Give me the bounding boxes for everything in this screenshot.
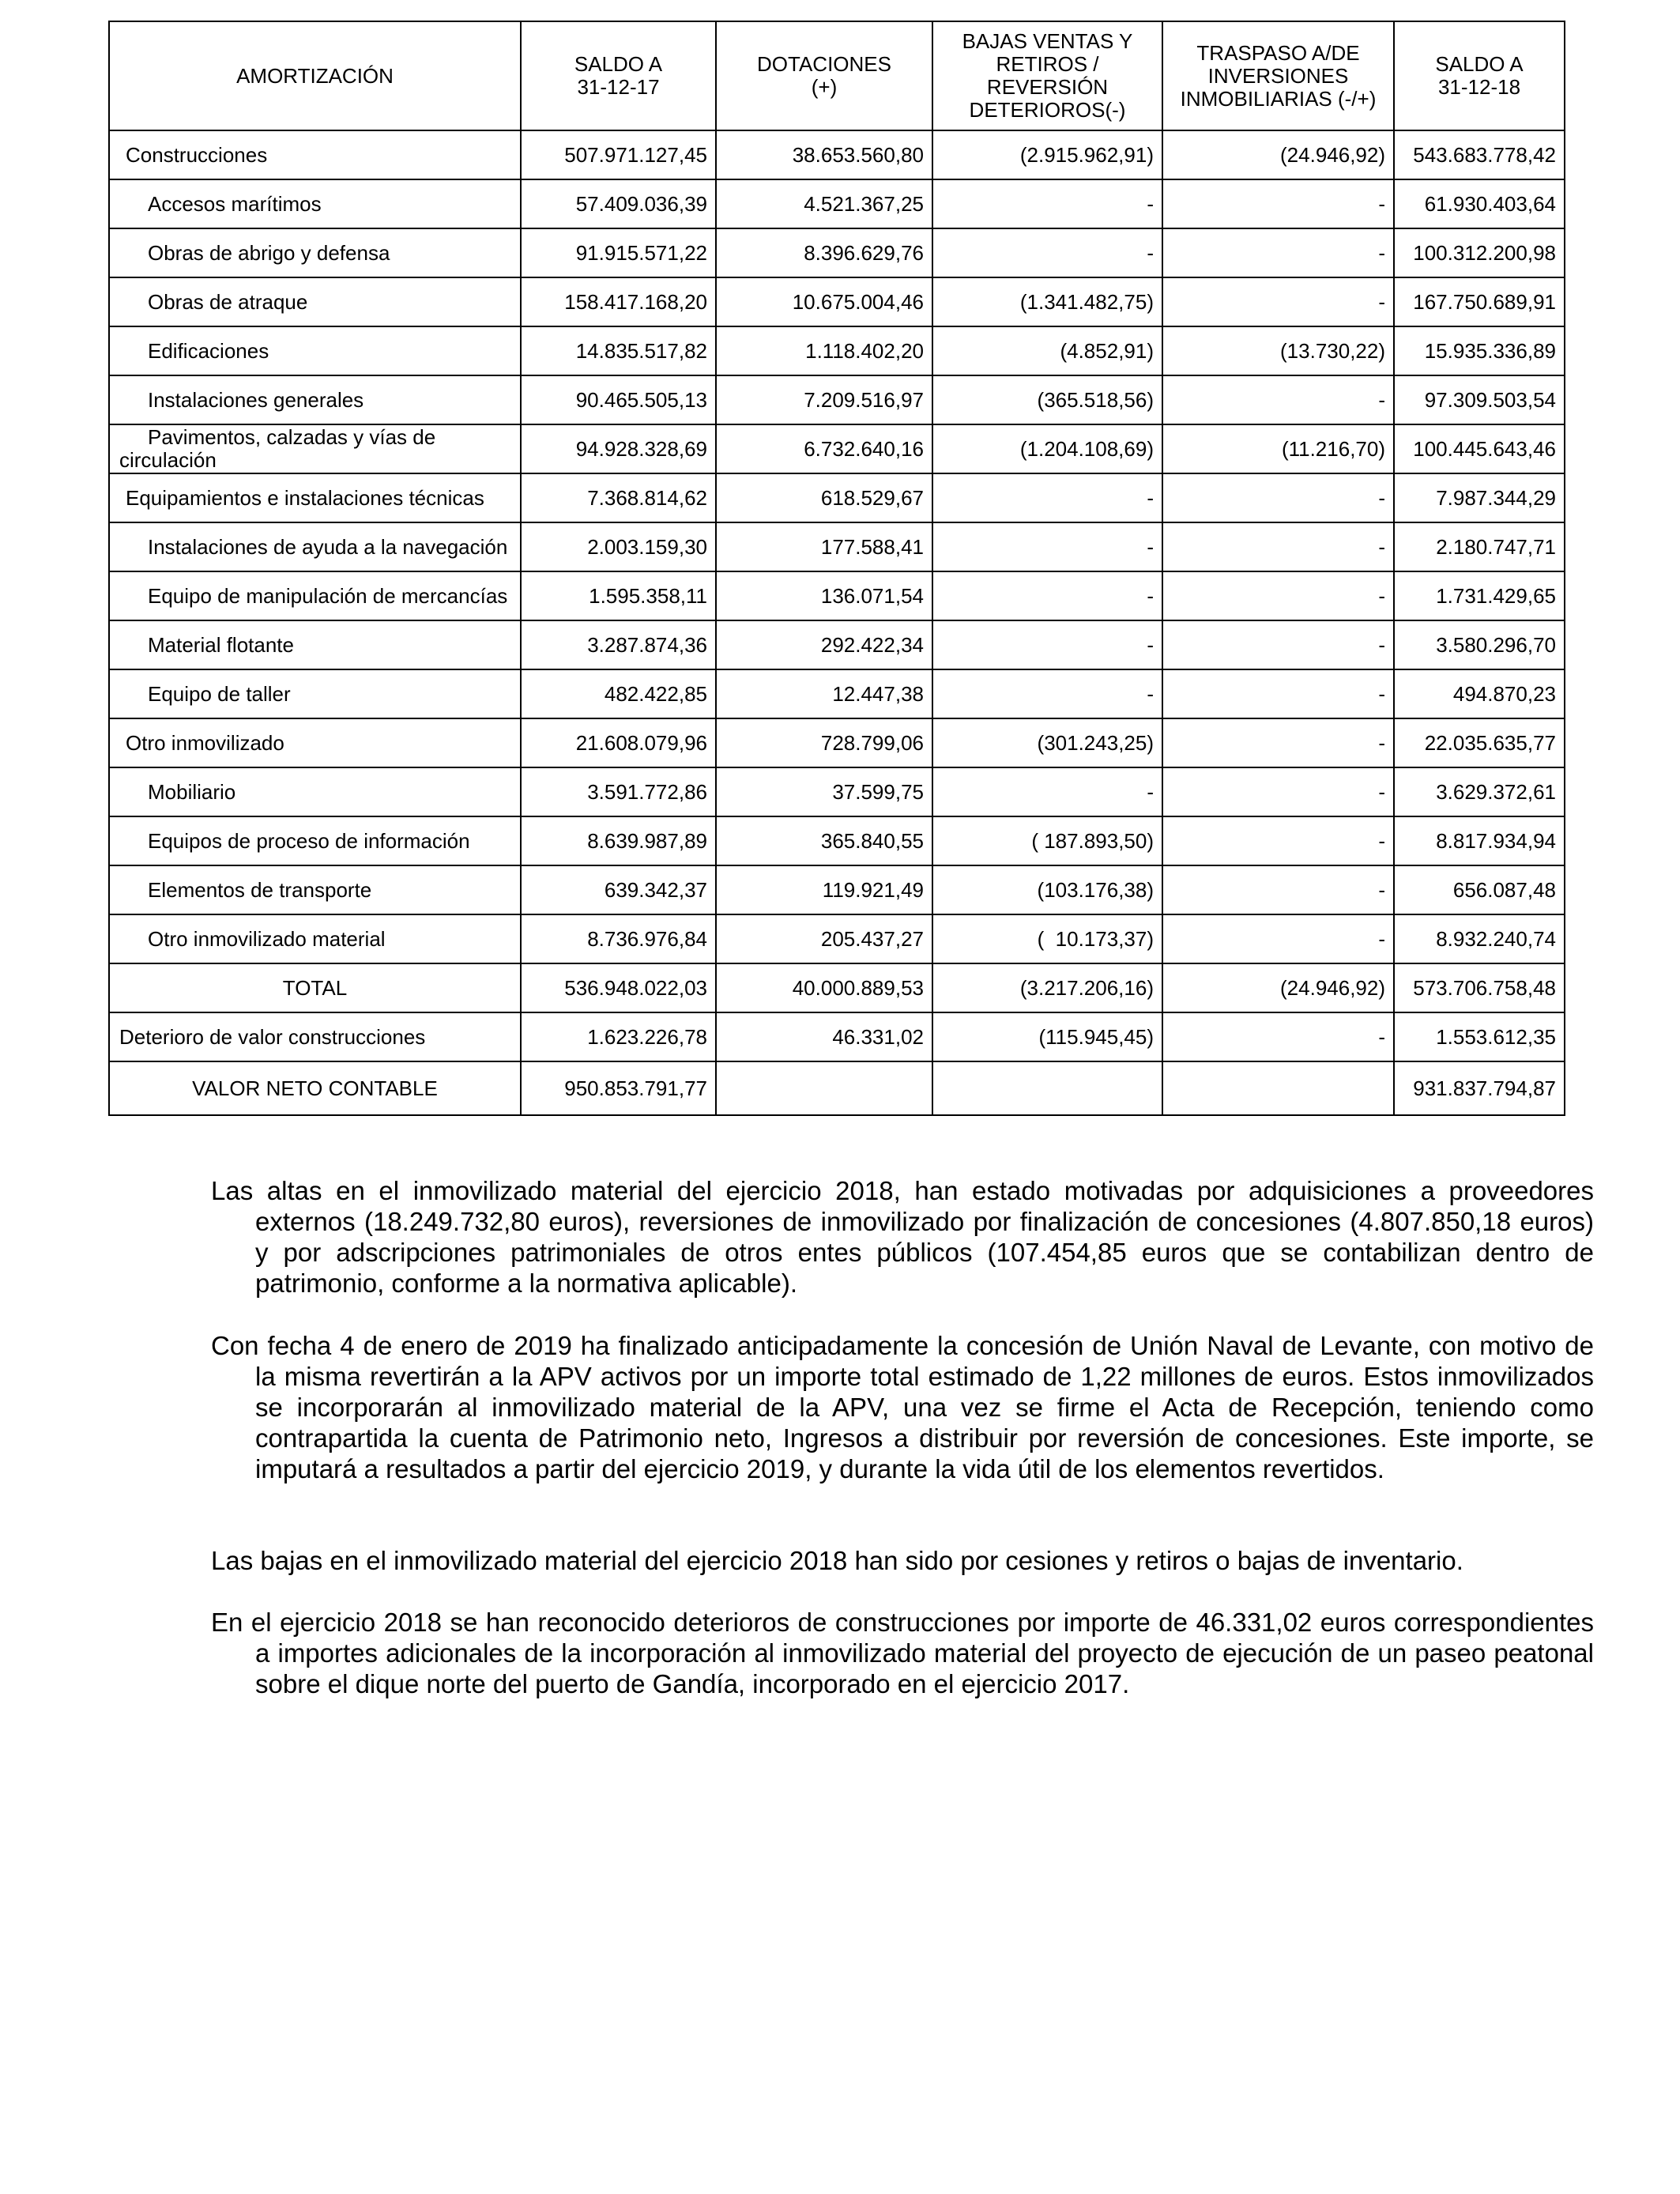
cell-traspaso: - xyxy=(1162,277,1394,326)
cell-saldo-2018: 573.706.758,48 xyxy=(1394,963,1565,1012)
cell-bajas: (1.204.108,69) xyxy=(932,424,1162,473)
cell-dotaciones: 728.799,06 xyxy=(716,718,932,767)
cell-bajas xyxy=(932,1061,1162,1115)
cell-saldo-2018: 97.309.503,54 xyxy=(1394,375,1565,424)
cell-bajas: - xyxy=(932,522,1162,571)
cell-saldo-2017: 3.287.874,36 xyxy=(521,620,716,669)
cell-bajas: - xyxy=(932,228,1162,277)
table-row xyxy=(109,522,1565,571)
row-label: TOTAL xyxy=(109,963,521,1012)
cell-saldo-2018: 543.683.778,42 xyxy=(1394,130,1565,179)
cell-traspaso: - xyxy=(1162,522,1394,571)
row-label: Instalaciones generales xyxy=(109,375,521,424)
cell-saldo-2017: 90.465.505,13 xyxy=(521,375,716,424)
cell-saldo-2017: 21.608.079,96 xyxy=(521,718,716,767)
cell-dotaciones: 177.588,41 xyxy=(716,522,932,571)
cell-saldo-2017: 507.971.127,45 xyxy=(521,130,716,179)
table-row xyxy=(109,277,1565,326)
table-row xyxy=(109,130,1565,179)
cell-traspaso: - xyxy=(1162,228,1394,277)
cell-saldo-2017: 57.409.036,39 xyxy=(521,179,716,228)
table-row xyxy=(109,571,1565,620)
table-row xyxy=(109,375,1565,424)
cell-traspaso: - xyxy=(1162,1012,1394,1061)
cell-saldo-2018: 61.930.403,64 xyxy=(1394,179,1565,228)
cell-traspaso: - xyxy=(1162,865,1394,914)
paragraph-deterioros: En el ejercicio 2018 se han reconocido deterioros de construcciones por importe de 46.331,02 euros correspondientes a importes adicionales de la incorporación al inmovilizado material del proyecto de ejecución de un paseo peatonal sobre el dique norte del puerto de Gandía, incorporado en el ejercicio 2017. xyxy=(211,1608,1594,1698)
cell-dotaciones: 1.118.402,20 xyxy=(716,326,932,375)
header-traspaso: TRASPASO A/DE INVERSIONES INMOBILIARIAS (-/+) xyxy=(1162,21,1394,130)
cell-traspaso: (24.946,92) xyxy=(1162,963,1394,1012)
cell-traspaso: - xyxy=(1162,914,1394,963)
cell-traspaso: - xyxy=(1162,718,1394,767)
cell-traspaso xyxy=(1162,1061,1394,1115)
row-label: Accesos marítimos xyxy=(109,179,521,228)
cell-saldo-2017: 14.835.517,82 xyxy=(521,326,716,375)
cell-dotaciones: 136.071,54 xyxy=(716,571,932,620)
cell-dotaciones: 8.396.629,76 xyxy=(716,228,932,277)
cell-dotaciones: 46.331,02 xyxy=(716,1012,932,1061)
cell-saldo-2017: 91.915.571,22 xyxy=(521,228,716,277)
table-row-total xyxy=(109,963,1565,1012)
cell-bajas: ( 10.173,37) xyxy=(932,914,1162,963)
cell-saldo-2017: 94.928.328,69 xyxy=(521,424,716,473)
row-label: Construcciones xyxy=(109,130,521,179)
cell-dotaciones: 292.422,34 xyxy=(716,620,932,669)
cell-bajas: (365.518,56) xyxy=(932,375,1162,424)
row-label: Mobiliario xyxy=(109,767,521,816)
cell-dotaciones: 6.732.640,16 xyxy=(716,424,932,473)
header-bajas: BAJAS VENTAS Y RETIROS / REVERSIÓN DETERIOROS(-) xyxy=(932,21,1162,130)
row-label: Otro inmovilizado xyxy=(109,718,521,767)
cell-bajas: (4.852,91) xyxy=(932,326,1162,375)
cell-saldo-2018: 22.035.635,77 xyxy=(1394,718,1565,767)
table-row xyxy=(109,914,1565,963)
paragraph-bajas: Las bajas en el inmovilizado material del ejercicio 2018 han sido por cesiones y retiros o bajas de inventario. xyxy=(211,1546,1463,1575)
cell-saldo-2018: 7.987.344,29 xyxy=(1394,473,1565,522)
cell-saldo-2018: 8.817.934,94 xyxy=(1394,816,1565,865)
cell-traspaso: - xyxy=(1162,669,1394,718)
cell-dotaciones: 205.437,27 xyxy=(716,914,932,963)
cell-saldo-2018: 931.837.794,87 xyxy=(1394,1061,1565,1115)
cell-bajas: - xyxy=(932,767,1162,816)
cell-traspaso: - xyxy=(1162,473,1394,522)
cell-saldo-2018: 100.445.643,46 xyxy=(1394,424,1565,473)
cell-bajas: - xyxy=(932,571,1162,620)
cell-saldo-2018: 100.312.200,98 xyxy=(1394,228,1565,277)
cell-bajas: - xyxy=(932,473,1162,522)
cell-saldo-2017: 639.342,37 xyxy=(521,865,716,914)
header-saldo-2018: SALDO A 31-12-18 xyxy=(1394,21,1565,130)
row-label: Pavimentos, calzadas y vías de circulación xyxy=(109,424,521,473)
cell-dotaciones: 12.447,38 xyxy=(716,669,932,718)
cell-traspaso: - xyxy=(1162,571,1394,620)
table-row xyxy=(109,473,1565,522)
cell-dotaciones: 40.000.889,53 xyxy=(716,963,932,1012)
cell-saldo-2017: 8.736.976,84 xyxy=(521,914,716,963)
table-row-net-value xyxy=(109,1061,1565,1115)
cell-bajas: ( 187.893,50) xyxy=(932,816,1162,865)
cell-bajas: (3.217.206,16) xyxy=(932,963,1162,1012)
cell-saldo-2018: 3.629.372,61 xyxy=(1394,767,1565,816)
cell-saldo-2018: 1.731.429,65 xyxy=(1394,571,1565,620)
cell-traspaso: (11.216,70) xyxy=(1162,424,1394,473)
table-row xyxy=(109,620,1565,669)
cell-bajas: (2.915.962,91) xyxy=(932,130,1162,179)
cell-bajas: - xyxy=(932,669,1162,718)
cell-traspaso: - xyxy=(1162,620,1394,669)
cell-dotaciones: 618.529,67 xyxy=(716,473,932,522)
cell-saldo-2017: 8.639.987,89 xyxy=(521,816,716,865)
table-row xyxy=(109,767,1565,816)
cell-bajas: (301.243,25) xyxy=(932,718,1162,767)
row-label: Equipamientos e instalaciones técnicas xyxy=(109,473,521,522)
row-label: Elementos de transporte xyxy=(109,865,521,914)
cell-traspaso: (13.730,22) xyxy=(1162,326,1394,375)
cell-saldo-2017: 7.368.814,62 xyxy=(521,473,716,522)
cell-dotaciones xyxy=(716,1061,932,1115)
cell-saldo-2018: 167.750.689,91 xyxy=(1394,277,1565,326)
cell-traspaso: (24.946,92) xyxy=(1162,130,1394,179)
cell-traspaso: - xyxy=(1162,767,1394,816)
cell-saldo-2017: 1.623.226,78 xyxy=(521,1012,716,1061)
cell-dotaciones: 119.921,49 xyxy=(716,865,932,914)
cell-traspaso: - xyxy=(1162,179,1394,228)
cell-bajas: (1.341.482,75) xyxy=(932,277,1162,326)
cell-saldo-2017: 3.591.772,86 xyxy=(521,767,716,816)
cell-bajas: - xyxy=(932,179,1162,228)
table-row xyxy=(109,816,1565,865)
row-label: Equipo de taller xyxy=(109,669,521,718)
table-row xyxy=(109,424,1565,473)
cell-saldo-2017: 2.003.159,30 xyxy=(521,522,716,571)
cell-saldo-2017: 482.422,85 xyxy=(521,669,716,718)
header-saldo-2017: SALDO A 31-12-17 xyxy=(521,21,716,130)
cell-dotaciones: 7.209.516,97 xyxy=(716,375,932,424)
cell-saldo-2017: 950.853.791,77 xyxy=(521,1061,716,1115)
table-row xyxy=(109,669,1565,718)
cell-saldo-2017: 536.948.022,03 xyxy=(521,963,716,1012)
row-label: Otro inmovilizado material xyxy=(109,914,521,963)
amortization-table xyxy=(108,21,1565,1116)
row-label: Obras de abrigo y defensa xyxy=(109,228,521,277)
cell-saldo-2018: 8.932.240,74 xyxy=(1394,914,1565,963)
cell-saldo-2018: 656.087,48 xyxy=(1394,865,1565,914)
table-header-row xyxy=(109,21,1565,130)
cell-bajas: (115.945,45) xyxy=(932,1012,1162,1061)
cell-traspaso: - xyxy=(1162,816,1394,865)
cell-bajas: (103.176,38) xyxy=(932,865,1162,914)
cell-dotaciones: 10.675.004,46 xyxy=(716,277,932,326)
row-label: Equipo de manipulación de mercancías xyxy=(109,571,521,620)
row-label: Edificaciones xyxy=(109,326,521,375)
cell-saldo-2018: 3.580.296,70 xyxy=(1394,620,1565,669)
cell-saldo-2018: 1.553.612,35 xyxy=(1394,1012,1565,1061)
paragraph-altas: Las altas en el inmovilizado material del ejercicio 2018, han estado motivadas por adquisiciones a proveedores externos (18.249.732,80 euros), reversiones de inmovilizado por finalización de concesiones (4.807.850,18 euros) y por adscripciones patrimoniales de otros entes públicos (107.454,85 euros que se contabilizan dentro de patrimonio, conforme a la normativa aplicable). xyxy=(211,1176,1594,1298)
cell-bajas: - xyxy=(932,620,1162,669)
cell-saldo-2018: 2.180.747,71 xyxy=(1394,522,1565,571)
cell-dotaciones: 365.840,55 xyxy=(716,816,932,865)
header-dotaciones: DOTACIONES (+) xyxy=(716,21,932,130)
cell-dotaciones: 4.521.367,25 xyxy=(716,179,932,228)
cell-dotaciones: 37.599,75 xyxy=(716,767,932,816)
table-row xyxy=(109,179,1565,228)
cell-saldo-2017: 158.417.168,20 xyxy=(521,277,716,326)
cell-saldo-2018: 494.870,23 xyxy=(1394,669,1565,718)
cell-traspaso: - xyxy=(1162,375,1394,424)
paragraph-concesion: Con fecha 4 de enero de 2019 ha finalizado anticipadamente la concesión de Unión Naval de Levante, con motivo de la misma revertirán a la APV activos por un importe total estimado de 1,22 millones de euros. Estos inmovilizados se incorporarán al inmovilizado material de la APV, una vez se firme el Acta de Recepción, teniendo como contrapartida la cuenta de Patrimonio neto, Ingresos a distribuir por reversión de concesiones. Este importe, se imputará a resultados a partir del ejercicio 2019, y durante la vida útil de los elementos revertidos. xyxy=(211,1331,1594,1483)
row-label: Material flotante xyxy=(109,620,521,669)
row-label: Equipos de proceso de información xyxy=(109,816,521,865)
row-label: Deterioro de valor construcciones xyxy=(109,1012,521,1061)
row-label: VALOR NETO CONTABLE xyxy=(109,1061,521,1115)
cell-saldo-2018: 15.935.336,89 xyxy=(1394,326,1565,375)
table-row xyxy=(109,718,1565,767)
row-label: Obras de atraque xyxy=(109,277,521,326)
cell-dotaciones: 38.653.560,80 xyxy=(716,130,932,179)
cell-saldo-2017: 1.595.358,11 xyxy=(521,571,716,620)
table-row xyxy=(109,865,1565,914)
table-row xyxy=(109,1012,1565,1061)
row-label: Instalaciones de ayuda a la navegación xyxy=(109,522,521,571)
header-amortizacion: AMORTIZACIÓN xyxy=(109,21,521,130)
table-row xyxy=(109,228,1565,277)
table-row xyxy=(109,326,1565,375)
